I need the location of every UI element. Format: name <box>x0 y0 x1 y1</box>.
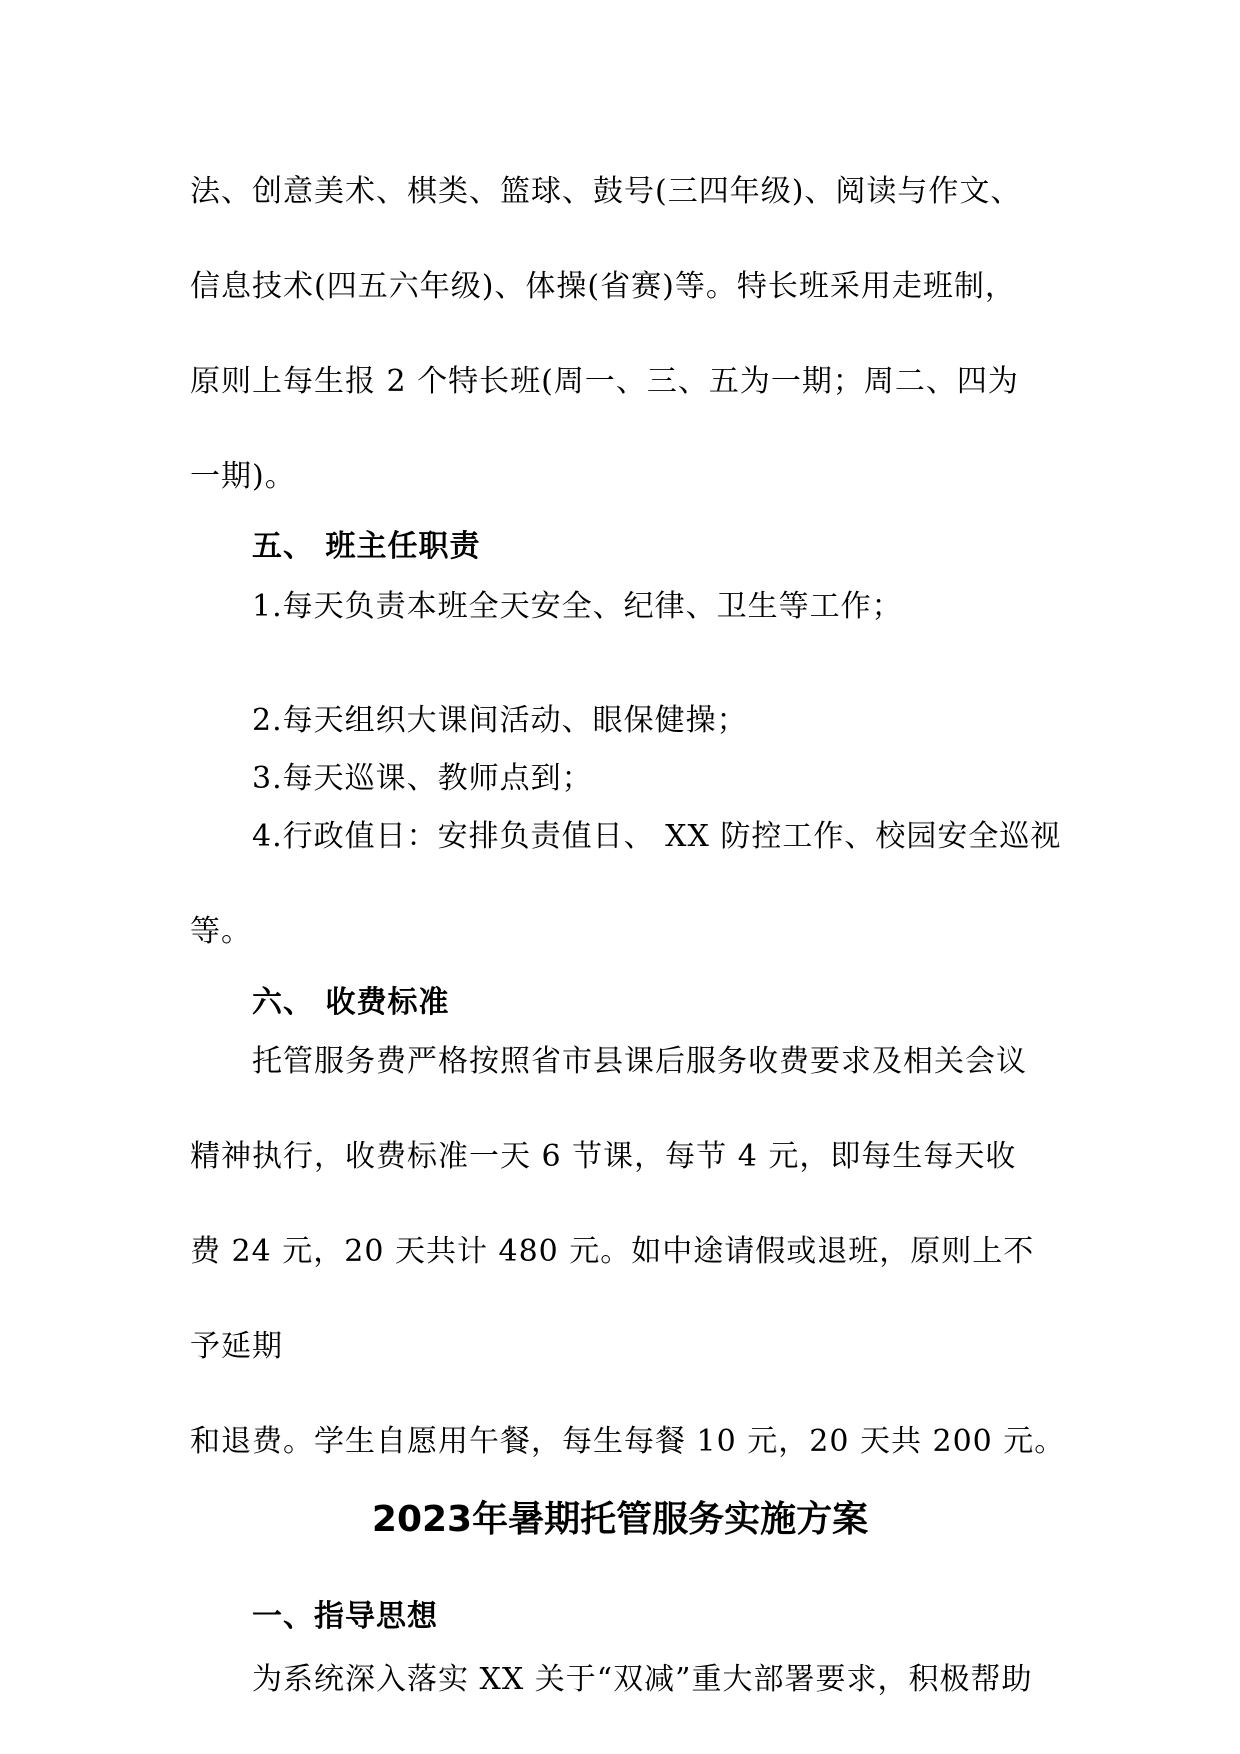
list-item: 4.行政值日：安排负责值日、 XX 防控工作、校园安全巡视 <box>252 819 1062 854</box>
list-item: 1.每天负责本班全天安全、纪律、卫生等工作； <box>252 589 903 624</box>
paragraph-line: 信息技术(四五六年级)、体操(省赛)等。特长班采用走班制， <box>190 269 1016 304</box>
paragraph-line: 和退费。学生自愿用午餐，每生每餐 10 元，20 天共 200 元。 <box>190 1424 1066 1459</box>
paragraph-line: 予延期 <box>190 1329 283 1364</box>
list-item: 2.每天组织大课间活动、眼保健操； <box>252 703 748 738</box>
section-heading: 五、 班主任职责 <box>252 529 481 564</box>
section-heading: 一、指导思想 <box>252 1599 438 1634</box>
paragraph-line: 法、创意美术、棋类、篮球、鼓号(三四年级)、阅读与作文、 <box>190 174 1022 209</box>
paragraph-line: 为系统深入落实 XX 关于“双减”重大部署要求，积极帮助 <box>252 1662 1033 1697</box>
document-title: 2023年暑期托管服务实施方案 <box>371 1499 869 1540</box>
paragraph-line: 一期)。 <box>190 459 296 494</box>
section-heading: 六、 收费标准 <box>252 985 450 1020</box>
paragraph-line: 托管服务费严格按照省市县课后服务收费要求及相关会议 <box>252 1044 1027 1079</box>
paragraph-line: 费 24 元，20 天共计 480 元。如中途请假或退班，原则上不 <box>190 1234 1035 1269</box>
paragraph-line: 精神执行，收费标准一天 6 节课，每节 4 元，即每生每天收 <box>190 1139 1017 1174</box>
list-item: 3.每天巡课、教师点到； <box>252 761 593 796</box>
paragraph-line: 原则上每生报 2 个特长班(周一、三、五为一期；周二、四为 <box>190 364 1019 399</box>
list-item-continuation: 等。 <box>190 914 252 949</box>
